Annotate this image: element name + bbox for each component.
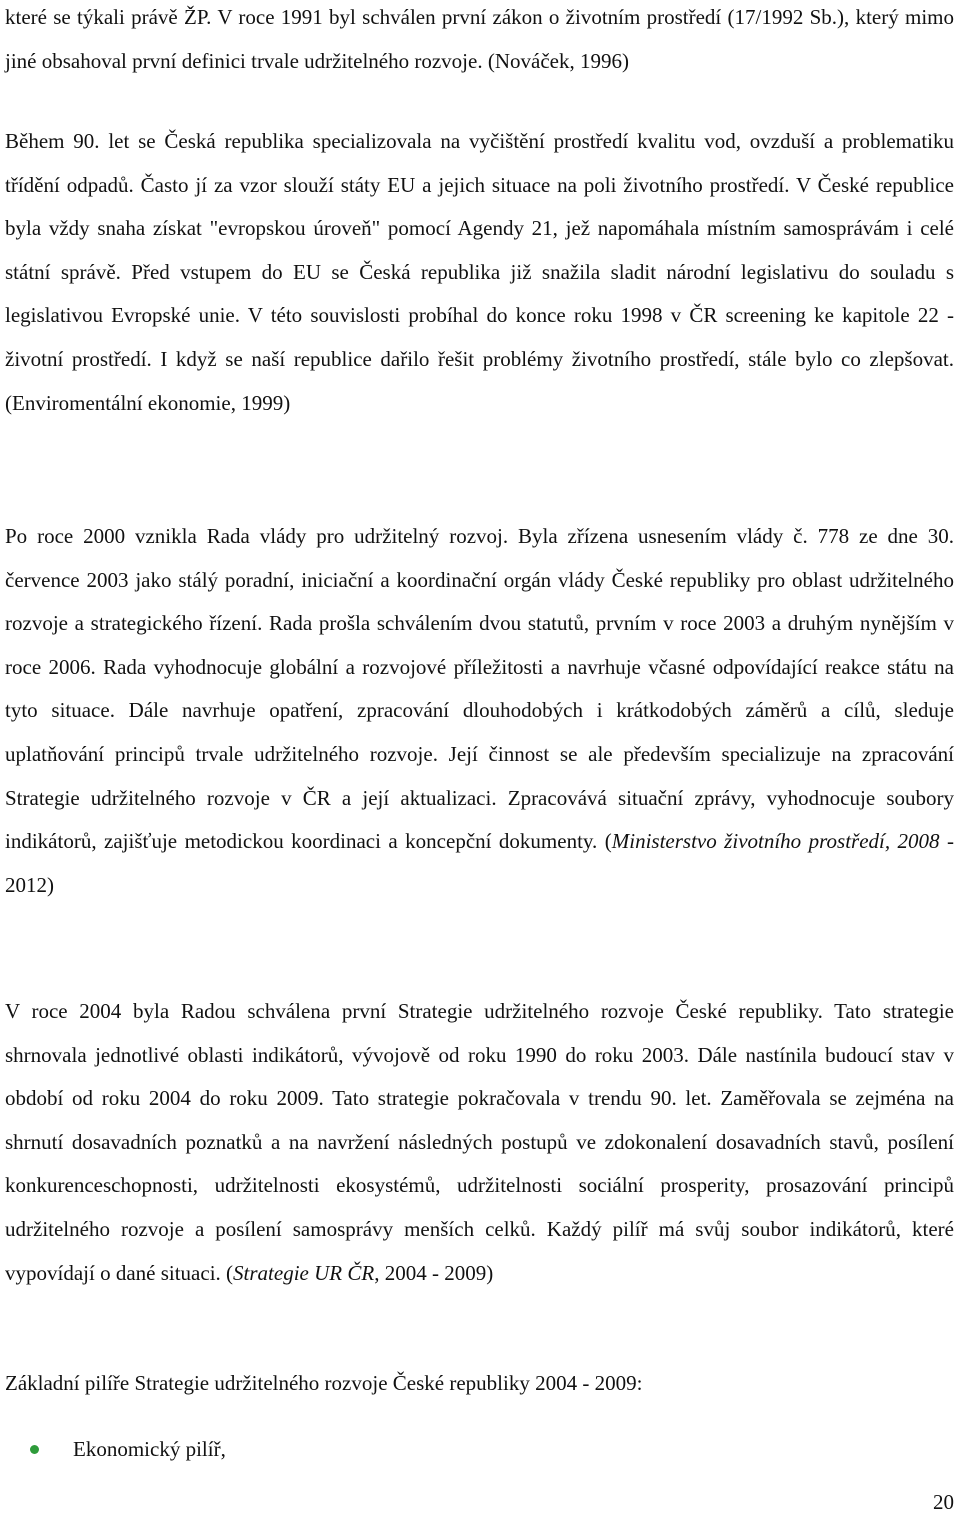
list-item — [30, 1428, 226, 1471]
paragraph-5: Základní pilíře Strategie udržitelného rozvoje České republiky 2004 - 2009: — [5, 1371, 643, 1395]
list-item-label: Ekonomický pilíř, — [73, 1437, 226, 1461]
citation-open: ( — [597, 829, 612, 854]
citation-source: Ministerstvo životního prostředí, 2008 — [611, 829, 940, 854]
citation-open: ( — [220, 1260, 234, 1285]
paragraph-4 — [5, 990, 954, 1295]
paragraph-3 — [5, 515, 954, 907]
citation-source: Strategie UR ČR — [233, 1260, 375, 1285]
citation-close: - 2012) — [5, 829, 955, 897]
paragraph-1: které se týkali právě ŽP. V roce 1991 byl schválen první zákon o životním prostředí (17/1992 Sb.), který mimo jiné obsahoval první definici trvale udržitelného rozvoje. (Nováček, 1996) — [5, 5, 954, 73]
paragraph-3-text: Po roce 2000 vznikla Rada vlády pro udržitelný rozvoj. Byla zřízena usnesením vlády č. 778 ze dne 30. července 2003 jako stálý poradní, iniciační a koordinační orgán vlády České republiky pro oblast udržitelného rozvoje a strategického řízení. Rada prošla schválením dvou statutů, prvním v roce 2003 a druhým nynějším v roce 2006. Rada vyhodnocuje globální a rozvojové příležitosti a navrhuje včasné odpovídající reakce státu na tyto situace. Dále navrhuje opatření, zpracování dlouhodobých i krátkodobých záměrů a cílů, sleduje uplatňování principů trvale udržitelného rozvoje. Její činnost se ale především specializuje na zpracování Strategie udržitelného rozvoje v ČR a její aktualizaci. Zpracovává situační zprávy, vyhodnocuje soubory indikátorů, zajišťuje metodickou koordinaci a koncepční dokumenty. — [5, 524, 954, 854]
page-number: 20 — [933, 1490, 954, 1514]
citation-close: , 2004 - 2009) — [374, 1260, 494, 1285]
pillar-list — [30, 1428, 226, 1471]
bullet-dot-icon — [30, 1445, 39, 1454]
paragraph-2: Během 90. let se Česká republika specializovala na vyčištění prostředí kvalitu vod, ovzduší a problematiku třídění odpadů. Často jí za vzor slouží státy EU a jejich situace na poli životního prostředí. V České republice byla vždy snaha získat "evropskou úroveň" pomocí Agendy 21, jež napomáhala místním samosprávám i celé státní správě. Před vstupem do EU se Česká republika již snažila sladit národní legislativu do souladu s legislativou Evropské unie. V této souvislosti probíhal do konce roku 1998 v ČR screening ke kapitole 22 - životní prostředí. I když se naší republice dařilo řešit problémy životního prostředí, stále bylo co zlepšovat. (Enviromentální ekonomie, 1999) — [5, 129, 954, 415]
paragraph-4-text: V roce 2004 byla Radou schválena první Strategie udržitelného rozvoje České republiky. Tato strategie shrnovala jednotlivé oblasti indikátorů, vývojově od roku 1990 do roku 2003. Dále nastínila budoucí stav v období od roku 2004 do roku 2009. Tato strategie pokračovala v trendu 90. let. Zaměřovala se zejména na shrnutí dosavadních poznatků a na navržení následných postupů ve zdokonalení dosavadních stavů, posílení konkurenceschopnosti, udržitelnosti ekosystémů, udržitelnosti sociální prosperity, prosazování principů udržitelného rozvoje a posílení samosprávy menších celků. Každý pilíř má svůj soubor indikátorů, které vypovídají o dané situaci. — [5, 999, 954, 1285]
